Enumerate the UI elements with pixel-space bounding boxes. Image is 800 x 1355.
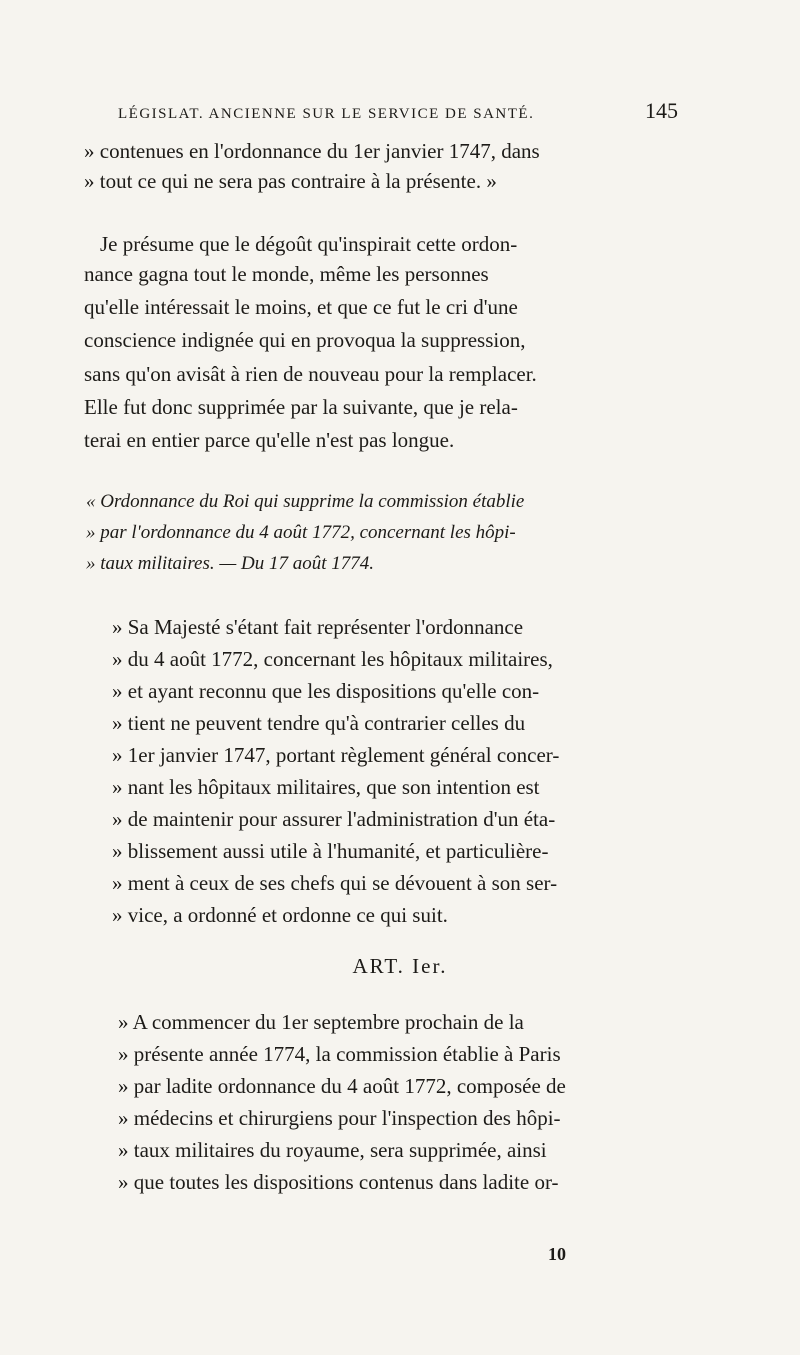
- running-title: LÉGISLAT. ANCIENNE SUR LE SERVICE DE SANTÉ.: [118, 106, 535, 122]
- page-number: 145: [645, 98, 678, 123]
- ordinance-title-line: » par l'ordonnance du 4 août 1772, concernant les hôpi-: [86, 522, 516, 543]
- text-line: conscience indignée qui en provoqua la suppression,: [84, 328, 526, 352]
- quoted-line: » par ladite ordonnance du 4 août 1772, composée de: [118, 1074, 566, 1098]
- running-head: [118, 98, 678, 124]
- text-line: nance gagna tout le monde, même les personnes: [84, 262, 489, 286]
- text-line: qu'elle intéressait le moins, et que ce fut le cri d'une: [84, 295, 518, 319]
- quoted-line: » blissement aussi utile à l'humanité, et particulière-: [112, 839, 549, 863]
- quoted-line: » nant les hôpitaux militaires, que son intention est: [112, 775, 540, 799]
- text-line: Elle fut donc supprimée par la suivante, que je rela-: [84, 395, 518, 419]
- signature-mark: 10: [548, 1244, 566, 1264]
- quoted-line: » vice, a ordonné et ordonne ce qui suit.: [112, 903, 448, 927]
- quoted-line: » médecins et chirurgiens pour l'inspection des hôpi-: [118, 1106, 561, 1130]
- quoted-line: » que toutes les dispositions contenus dans ladite or-: [118, 1170, 559, 1194]
- quoted-line: » 1er janvier 1747, portant règlement général concer-: [112, 743, 560, 767]
- quoted-line: » du 4 août 1772, concernant les hôpitaux militaires,: [112, 647, 553, 671]
- text-line: Je présume que le dégoût qu'inspirait cette ordon-: [100, 232, 518, 256]
- text-line: terai en entier parce qu'elle n'est pas longue.: [84, 428, 455, 452]
- text-line: » contenues en l'ordonnance du 1er janvier 1747, dans: [84, 139, 540, 163]
- ordinance-title-line: « Ordonnance du Roi qui supprime la commission établie: [86, 491, 525, 512]
- quoted-line: » ment à ceux de ses chefs qui se dévouent à son ser-: [112, 871, 558, 895]
- quoted-line: » présente année 1774, la commission établie à Paris: [118, 1042, 561, 1066]
- ordinance-title-line: » taux militaires. — Du 17 août 1774.: [86, 553, 374, 574]
- text-line: sans qu'on avisât à rien de nouveau pour la remplacer.: [84, 362, 537, 386]
- quoted-line: » et ayant reconnu que les dispositions qu'elle con-: [112, 679, 540, 703]
- quoted-line: » A commencer du 1er septembre prochain de la: [118, 1010, 524, 1034]
- quoted-line: » taux militaires du royaume, sera supprimée, ainsi: [118, 1138, 547, 1162]
- text-line: » tout ce qui ne sera pas contraire à la présente. »: [84, 169, 497, 193]
- quoted-line: » Sa Majesté s'étant fait représenter l'ordonnance: [112, 615, 524, 639]
- quoted-line: » tient ne peuvent tendre qu'à contrarier celles du: [112, 711, 526, 735]
- quoted-line: » de maintenir pour assurer l'administration d'un éta-: [112, 807, 556, 831]
- article-heading: ART. Ier.: [352, 954, 448, 978]
